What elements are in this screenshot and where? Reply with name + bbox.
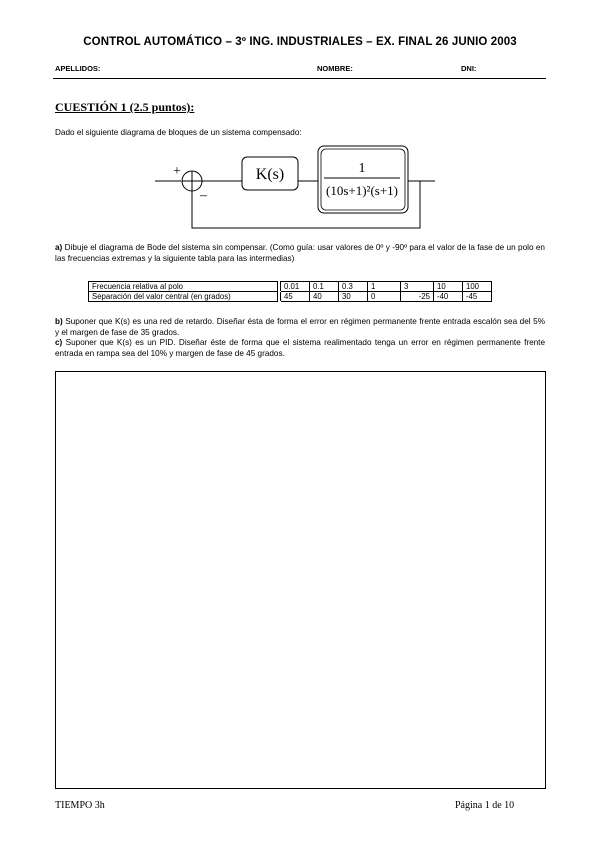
table-row-label: Separación del valor central (en grados) [89,292,278,302]
part-b [55,317,545,338]
footer-time: TIEMPO 3h [55,800,105,811]
table-cell: -25 [401,292,434,302]
table-cell: -40 [434,292,463,302]
table-cell: 100 [463,282,492,292]
table-cell: 0.01 [281,282,310,292]
table-cell: 45 [281,292,310,302]
question-intro: Dado el siguiente diagrama de bloques de un sistema compensado: [55,128,302,137]
table-row [89,292,492,302]
table-cell: 10 [434,282,463,292]
table-cell: 0.3 [339,282,368,292]
plant-block [318,146,408,213]
part-a-text: Dibuje el diagrama de Bode del sistema sin compensar. (Como guía: usar valores de 0º y -90º para el valor de la fase de un polo en las frecuencias extremas y la siguiente tabla para las intermedias) [55,243,545,263]
table-cell: -45 [463,292,492,302]
part-b-letter: b) [55,317,63,326]
table-cell: 1 [368,282,401,292]
dni-label: DNI: [461,64,477,73]
question-title: CUESTIÓN 1 (2.5 puntos): [55,100,195,114]
part-a-letter: a) [55,243,63,252]
compensator-label: K(s) [255,166,285,183]
answer-box[interactable] [55,371,546,789]
minus-sign: – [200,188,207,203]
phase-table [88,281,492,302]
table-cell: 3 [401,282,434,292]
table-row [89,282,492,292]
plant-denominator: (10s+1)²(s+1) [326,183,398,198]
part-c [55,338,545,359]
table-row-label: Frecuencia relativa al polo [89,282,278,292]
table-cell: 30 [339,292,368,302]
plus-sign: + [173,164,181,179]
plant-numerator: 1 [358,161,366,176]
part-b-text: Suponer que K(s) es una red de retardo. Diseñar ésta de forma el error en régimen permanente frente entrada escalón sea del 5% y el margen de fase de 35 grados. [55,317,545,337]
part-c-letter: c) [55,338,63,347]
part-a [55,243,545,264]
exam-title: CONTROL AUTOMÁTICO – 3º ING. INDUSTRIALES – EX. FINAL 26 JUNIO 2003 [83,36,517,48]
summing-junction [182,171,202,191]
apellidos-label: APELLIDOS: [55,64,101,73]
footer-page: Página 1 de 10 [455,800,515,811]
nombre-label: NOMBRE: [317,64,353,73]
table-cell: 0 [368,292,401,302]
part-c-text: Suponer que K(s) es un PID. Diseñar éste de forma que el sistema realimentado tenga un error en régimen permanente frente entrada en rampa sea del 10% y margen de fase de 45 grados. [55,338,546,358]
table-cell: 40 [310,292,339,302]
table-cell: 0.1 [310,282,339,292]
block-diagram [0,0,600,240]
